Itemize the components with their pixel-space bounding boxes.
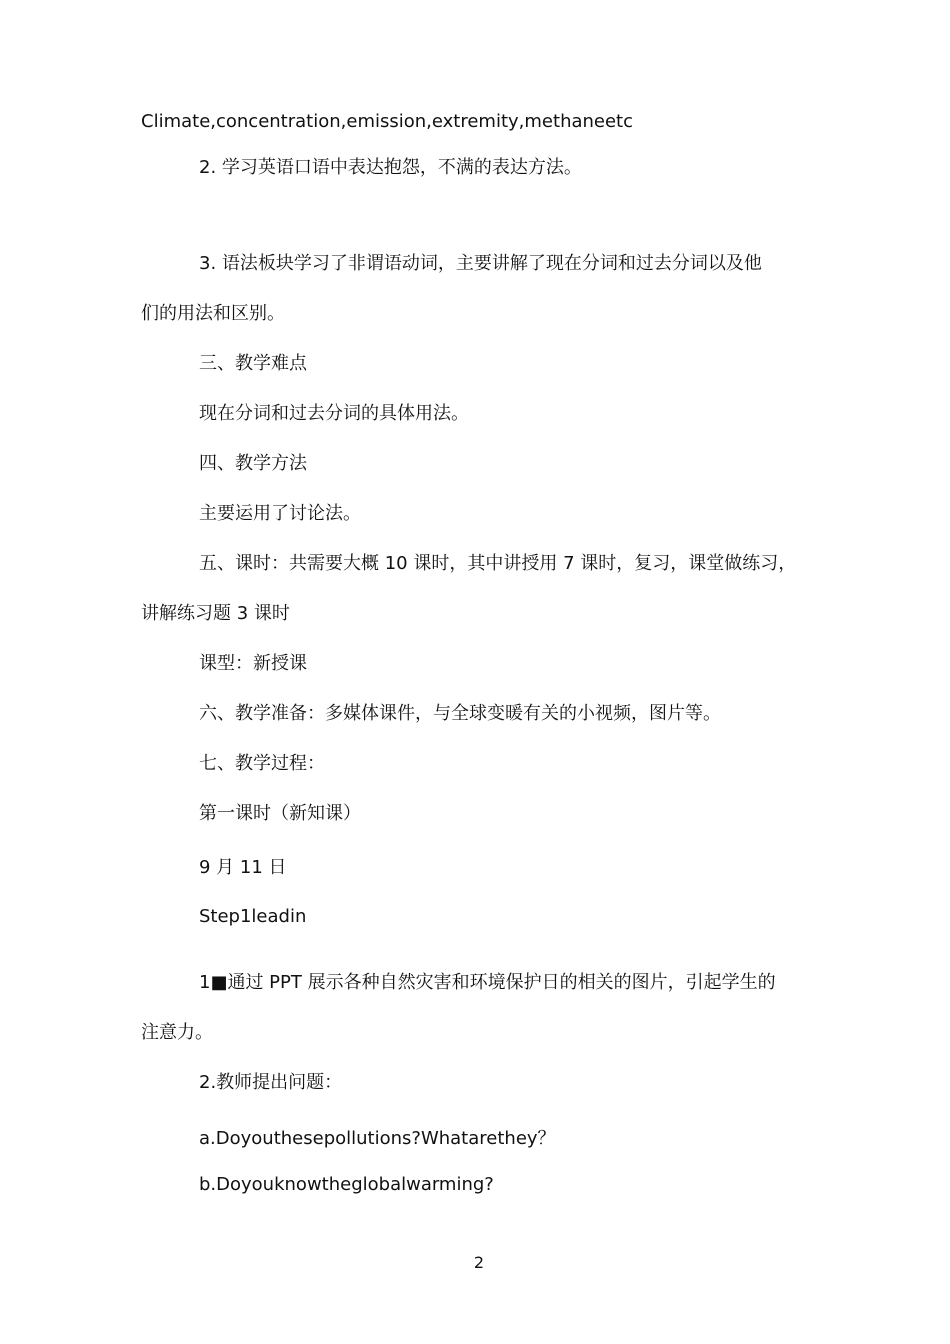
question-b: b.Doyouknowtheglobalwarming? xyxy=(199,1174,494,1195)
teaching-difficulty-text: 现在分词和过去分词的具体用法。 xyxy=(199,403,469,424)
step1-heading: Step1leadin xyxy=(199,906,307,927)
heading-teaching-difficulty: 三、教学难点 xyxy=(199,353,307,374)
vocab-line: Climate,concentration,emission,extremity,methaneetc xyxy=(141,111,634,132)
lesson-date: 9 月 11 日 xyxy=(199,857,287,878)
item-3-grammar: 3. 语法板块学习了非谓语动词，主要讲解了现在分词和过去分词以及他 xyxy=(199,253,762,274)
lesson-type: 课型：新授课 xyxy=(199,653,307,674)
step1-item-1: 1■通过 PPT 展示各种自然灾害和环境保护日的相关的图片，引起学生的 xyxy=(199,972,776,993)
teaching-method-text: 主要运用了讨论法。 xyxy=(199,503,361,524)
item-3-grammar-cont: 们的用法和区别。 xyxy=(141,303,285,324)
teaching-preparation: 六、教学准备：多媒体课件，与全球变暖有关的小视频，图片等。 xyxy=(199,703,721,724)
heading-teaching-method: 四、教学方法 xyxy=(199,453,307,474)
page-number: 2 xyxy=(473,1253,485,1272)
question-a: a.Doyouthesepollutions?Whatarethey？ xyxy=(199,1128,556,1149)
step1-item-1-cont: 注意力。 xyxy=(141,1022,213,1043)
heading-teaching-process: 七、教学过程： xyxy=(199,753,325,774)
first-lesson-heading: 第一课时（新知课） xyxy=(199,803,361,824)
class-hours-text-cont: 讲解练习题 3 课时 xyxy=(141,603,290,624)
step1-item-2: 2.教师提出问题： xyxy=(199,1072,343,1093)
class-hours-text: 五、课时：共需要大概 10 课时，其中讲授用 7 课时，复习，课堂做练习， xyxy=(199,553,797,574)
item-2-oral-english: 2. 学习英语口语中表达抱怨，不满的表达方法。 xyxy=(199,157,582,178)
